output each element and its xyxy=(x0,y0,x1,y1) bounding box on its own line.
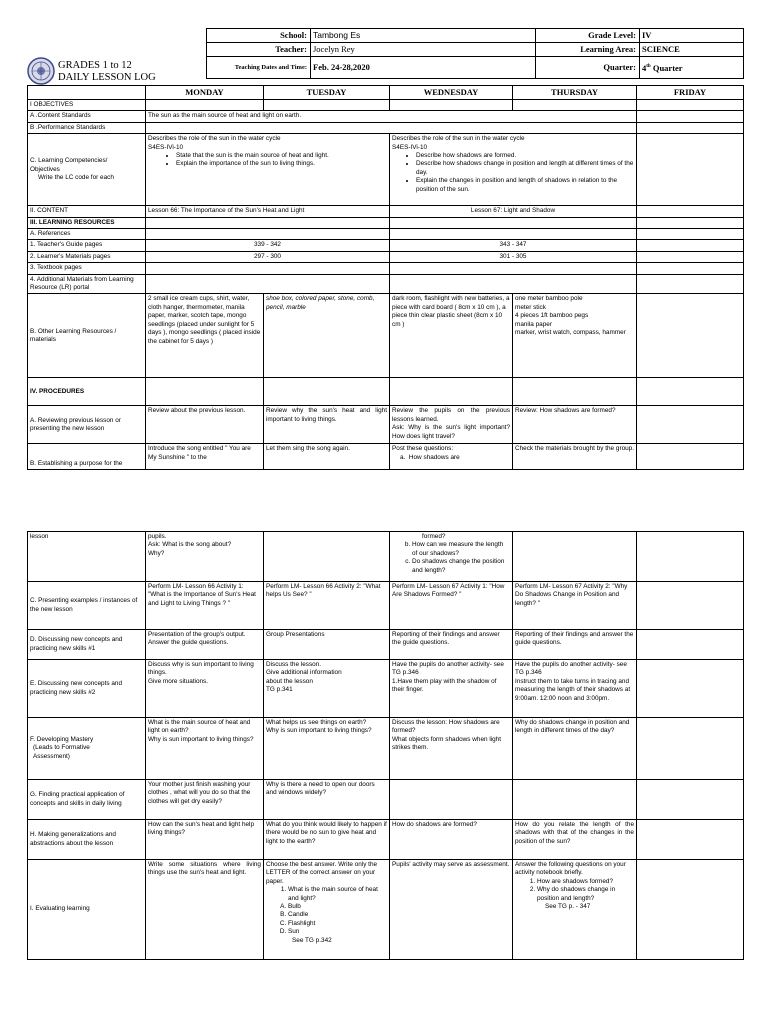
discuss1-mon-line: Answer the guide questions. xyxy=(148,639,229,647)
evaluation-tue-ref: See TG p.342 xyxy=(292,936,332,944)
area-label: Learning Area: xyxy=(536,43,640,57)
discuss1-wed: Reporting of their findings and answer the guide questions. xyxy=(390,630,513,660)
mastery-sub: (Leads to Formative Assessment) xyxy=(33,744,90,760)
other-resources-label: B. Other Learning Resources / materials xyxy=(28,294,146,378)
quarter-label: Quarter: xyxy=(536,57,640,79)
purpose-wed-a-cont: formed? xyxy=(422,533,446,540)
evaluation-tue-choices xyxy=(266,903,387,937)
examples-tue: Perform LM- Lesson 66 Activity 2: "What helps Us See? " xyxy=(264,582,390,630)
procedures-section: IV. PROCEDURES xyxy=(28,378,146,406)
evaluation-thu-intro: Answer the following questions on your activity notebook briefly. xyxy=(515,861,626,877)
tg-left: 339 - 342 xyxy=(146,240,390,251)
discuss2-mon-line: Discuss why is sun important to living things. xyxy=(148,661,254,677)
additional-materials-label: 4. Additional Materials from Learning Resource (LR) portal xyxy=(28,274,146,294)
deped-seal-logo xyxy=(27,57,55,85)
competencies-label-cell xyxy=(28,134,146,206)
discuss1-thu: Reporting of their findings and answer the guide questions. xyxy=(513,630,637,660)
day-wednesday: WEDNESDAY xyxy=(390,86,513,100)
references-label: A. References xyxy=(28,229,146,240)
day-friday: FRIDAY xyxy=(637,86,744,100)
discuss2-tue xyxy=(264,660,390,718)
review-mon: Review about the previous lesson. xyxy=(146,406,264,444)
content-standards-label: A .Content Standards xyxy=(28,111,146,122)
thu-material-line: manila paper xyxy=(515,320,552,328)
content-label: II. CONTENT xyxy=(28,206,146,217)
list-item: • Explain the importance of the sun to living things. xyxy=(176,160,387,168)
purpose-wed-a-text: How shadows are xyxy=(408,453,460,461)
list-item: • State that the sun is the main source of heat and light. xyxy=(176,152,387,160)
competencies-left-list xyxy=(148,152,387,169)
mastery-tue-line: Why is sun important to living things? xyxy=(266,727,372,735)
log-title xyxy=(58,60,156,84)
competencies-sub: Write the LC code for each xyxy=(38,173,114,181)
mastery-thu: Why do shadows change in position and length in different times of the day? xyxy=(513,718,637,780)
competencies-right-list xyxy=(392,152,634,194)
evaluation-tue xyxy=(264,860,390,960)
purpose-thu: Check the materials brought by the group. xyxy=(513,444,637,470)
list-item: • Describe how shadows change in position and length at different times of the day. xyxy=(416,160,634,177)
teacher-label: Teacher: xyxy=(207,43,311,57)
examples-thu: Perform LM- Lesson 67 Activity 2: "Why Do Shadows Change in Position and length? " xyxy=(513,582,637,630)
purpose-wed-cont xyxy=(390,532,513,582)
evaluation-thu xyxy=(513,860,637,960)
thu-material-line: marker, wrist watch, compass, hammer xyxy=(515,329,626,337)
examples-wed: Perform LM- Lesson 67 Activity 1: "How Are Shadows Formed? " xyxy=(390,582,513,630)
discuss2-label: E. Discussing new concepts and practicing new skills #2 xyxy=(28,660,146,718)
corner-cell xyxy=(28,86,146,100)
discuss1-mon xyxy=(146,630,264,660)
examples-mon: Perform LM- Lesson 66 Activity 1: "What is the Importance of Sun's Heat and Light to Living Things ? " xyxy=(146,582,264,630)
purpose-label: B. Establishing a purpose for the xyxy=(28,444,146,470)
other-resources-mon: 2 small ice cream cups, shirt, water, cloth hanger, thermometer, manila paper, marker, scotch tape, mongo seedlings (placed under sunlight for 5 days ), mongo seedlings ( placed inside the cabinet for 5 days ) xyxy=(146,294,264,378)
purpose-tue: Let them sing the song again. xyxy=(264,444,390,470)
thu-material-line: one meter bamboo pole xyxy=(515,295,583,303)
evaluation-wed: Pupils' activity may serve as assessment. xyxy=(390,860,513,960)
lm-label: 2. Learner's Materials pages xyxy=(28,251,146,262)
list-item: D. Sun xyxy=(288,928,387,936)
examples-label: C. Presenting examples / instances of the new lesson xyxy=(28,582,146,630)
quarter-sup: th xyxy=(646,64,651,70)
objectives-section: I OBJECTIVES xyxy=(28,100,146,111)
quarter-value xyxy=(640,57,744,79)
discuss2-thu xyxy=(513,660,637,718)
textbook-label: 3. Textbook pages xyxy=(28,263,146,274)
mastery-label-cell xyxy=(28,718,146,780)
quarter-number: 4 xyxy=(642,62,647,73)
list-item: • Explain the changes in position and length of shadows in relation to the position of the sun. xyxy=(416,177,634,194)
list-item: 1. What is the main source of heat and light? xyxy=(288,886,387,903)
discuss2-tue-line: Discuss the lesson. xyxy=(266,661,322,668)
lm-right: 301 - 305 xyxy=(390,251,637,262)
day-thursday: THURSDAY xyxy=(513,86,637,100)
evaluation-thu-ref: See TG p. - 347 xyxy=(545,903,591,911)
list-item: • Describe how shadows are formed. xyxy=(416,152,634,160)
tg-label: 1. Teacher's Guide pages xyxy=(28,240,146,251)
discuss2-wed-line: Have the pupils do another activity- see TG p.346 xyxy=(392,661,504,677)
discuss2-wed xyxy=(390,660,513,718)
list-item: B. Candle xyxy=(288,911,387,919)
title-line2: DAILY LESSON LOG xyxy=(58,72,156,83)
mastery-wed-line: What objects form shadows when light strikes them. xyxy=(392,735,502,752)
thu-material-line: 4 pieces 1ft bamboo pegs xyxy=(515,312,589,320)
lm-left: 297 - 300 xyxy=(146,251,390,262)
application-tue: Why is there a need to open our doors and windows widely? xyxy=(264,780,390,820)
discuss2-tue-line: Give additional information about the lesson xyxy=(266,669,342,685)
header-table xyxy=(206,28,744,79)
evaluation-mon: Write some situations where living things use the sun's heat and light. xyxy=(146,860,264,960)
review-thu: Review: How shadows are formed? xyxy=(513,406,637,444)
other-resources-tue: shoe box, colored paper, stone, comb, pencil, marble xyxy=(264,294,390,378)
lesson-table-page2 xyxy=(27,531,744,960)
competencies-left-code: S4ES-IVi-10 xyxy=(148,143,184,151)
application-mon: Your mother just finish washing your clothes , what will you do so that the clothes will get dry easily? xyxy=(146,780,264,820)
discuss2-wed-line: 1.Have them play with the shadow of their finger. xyxy=(392,677,497,694)
discuss2-mon xyxy=(146,660,264,718)
competencies-left-line: Describes the role of the sun in the water cycle xyxy=(148,135,281,143)
other-resources-wed: dark room, flashlight with new batteries, a piece with card board ( 8cm x 10 cm ), a piece thin clear plastic sheet (8cm x 10 cm ) xyxy=(390,294,513,378)
generalization-mon: How can the sun's heat and light help living things? xyxy=(146,820,264,860)
purpose-mon-line: pupils. xyxy=(148,533,167,540)
list-item: c. Do shadows change the position and length? xyxy=(412,558,510,575)
purpose-mon-line: Ask: What is the song about? xyxy=(148,541,232,549)
dates-label: Teaching Dates and Time: xyxy=(207,57,311,79)
discuss2-tue-line: TG p.341 xyxy=(266,686,293,694)
mastery-tue xyxy=(264,718,390,780)
competencies-right-code: S4ES-IVi-10 xyxy=(392,143,428,151)
school-label: School: xyxy=(207,29,311,43)
teacher-value: Jocelyn Rey xyxy=(311,43,536,57)
quarter-word: Quarter xyxy=(650,62,683,73)
application-label: G. Finding practical application of concepts and skills in daily living xyxy=(28,780,146,820)
purpose-label-cont: lesson xyxy=(28,532,146,582)
content-standards-text: The sun as the main source of heat and light on earth. xyxy=(146,111,637,122)
discuss2-thu-line: Instruct them to take turns in tracing and measuring the length of their shadows at 9:00am. 12:00 noon and 3:00pm. xyxy=(515,677,631,702)
review-label: A. Reviewing previous lesson or presenting the new lesson xyxy=(28,406,146,444)
grade-label: Grade Level: xyxy=(536,29,640,43)
review-wed xyxy=(390,406,513,444)
generalization-label: H. Making generalizations and abstractions about the lesson xyxy=(28,820,146,860)
list-item: C. Flashlight xyxy=(288,920,387,928)
evaluation-tue-intro: Choose the best answer. Write only the LETTER of the correct answer on your paper. xyxy=(266,861,378,885)
review-tue: Review why the sun's heat and light important to living things. xyxy=(264,406,390,444)
purpose-wed-intro: Post these questions: xyxy=(392,445,454,453)
mastery-tue-line: What helps us see things on earth? xyxy=(266,719,367,726)
purpose-wed-list xyxy=(392,541,510,575)
mastery-mon xyxy=(146,718,264,780)
title-line1: GRADES 1 to 12 xyxy=(58,60,132,71)
area-value: SCIENCE xyxy=(640,43,744,57)
evaluation-tue-questions xyxy=(266,886,387,903)
thu-material-line: meter stick xyxy=(515,303,546,311)
tg-right: 343 - 347 xyxy=(390,240,637,251)
competencies-label: C. Learning Competencies/ Objectives xyxy=(30,157,108,173)
generalization-tue: What do you think would likely to happen if there would be no sun to give heat and light to the earth? xyxy=(264,820,390,860)
discuss1-mon-line: Presentation of the group's output. xyxy=(148,631,246,638)
purpose-mon: Introduce the song entitled " You are My Sunshine " to the xyxy=(146,444,264,470)
discuss1-label: D. Discussing new concepts and practicing new skills #1 xyxy=(28,630,146,660)
grade-value: IV xyxy=(640,29,744,43)
discuss1-tue: Group Presentations xyxy=(264,630,390,660)
content-left: Lesson 66: The Importance of the Sun's Heat and Light xyxy=(146,206,390,217)
discuss2-mon-line: Give more situations. xyxy=(148,677,209,685)
generalization-wed: How do shadows are formed? xyxy=(390,820,513,860)
day-monday: MONDAY xyxy=(146,86,264,100)
list-item: A. Bulb xyxy=(288,903,387,911)
mastery-mon-line: What is the main source of heat and light on earth? xyxy=(148,719,251,735)
purpose-mon-line: Why? xyxy=(148,549,165,557)
resources-section: III. LEARNING RESOURCES xyxy=(28,217,146,228)
competencies-right-line: Describes the role of the sun in the water cycle xyxy=(392,135,525,143)
mastery-wed-line: Discuss the lesson: How shadows are formed? xyxy=(392,719,500,735)
review-wed-line: Review the pupils on the previous lessons learned. xyxy=(392,407,510,423)
discuss2-thu-line: Have the pupils do another activity- see TG p.346 xyxy=(515,661,627,677)
competencies-left xyxy=(146,134,390,206)
day-tuesday: TUESDAY xyxy=(264,86,390,100)
review-wed-line: Ask: Why is the sun's light important? How does light travel? xyxy=(392,424,510,440)
lesson-table-page1 xyxy=(27,85,744,470)
purpose-wed xyxy=(390,444,513,470)
dates-value: Feb. 24-28,2020 xyxy=(311,57,536,79)
other-resources-thu xyxy=(513,294,637,378)
evaluation-label: I. Evaluating learning xyxy=(28,860,146,960)
purpose-mon-cont xyxy=(146,532,264,582)
school-value: Tambong Es xyxy=(311,29,536,43)
purpose-wed-a: a. How shadows are xyxy=(400,453,460,461)
content-right: Lesson 67: Light and Shadow xyxy=(390,206,637,217)
mastery-mon-line: Why is sun important to living things? xyxy=(148,735,254,743)
list-item: 2. Why do shadows change in position and length? xyxy=(537,886,634,903)
generalization-thu: How do you relate the length of the shadows with that of the changes in the position of the sun? xyxy=(513,820,637,860)
list-item: b. How can we measure the length of our shadows? xyxy=(412,541,510,558)
performance-standards-label: B .Performance Standards xyxy=(28,122,146,133)
list-item: 1. How are shadows formed? xyxy=(537,878,634,886)
mastery-wed xyxy=(390,718,513,780)
mastery-label: F. Developing Mastery xyxy=(30,735,94,743)
evaluation-thu-list xyxy=(515,878,634,903)
competencies-right xyxy=(390,134,637,206)
